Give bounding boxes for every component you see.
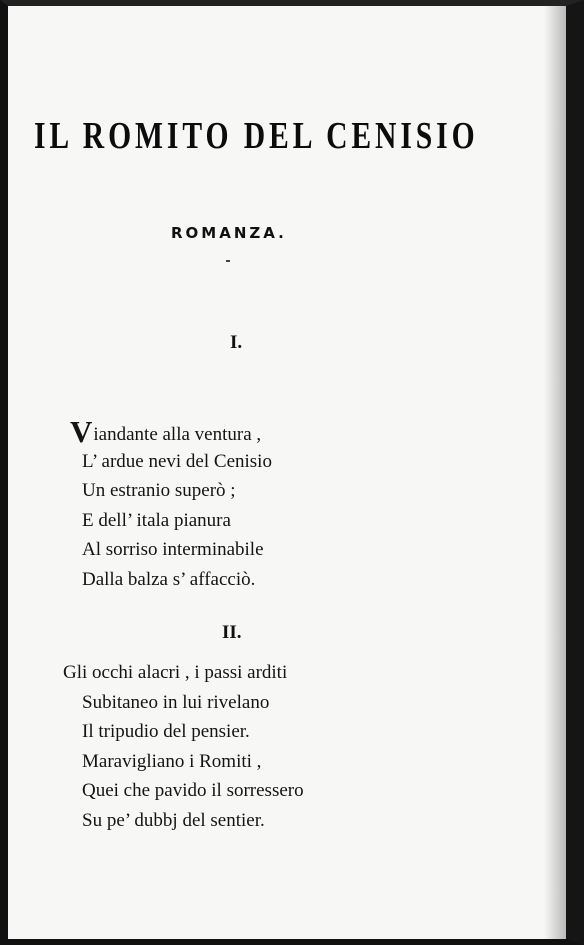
- verse-line: Gli occhi alacri , i passi arditi: [63, 662, 288, 683]
- verse-line: Un estranio superò ;: [82, 480, 236, 501]
- verse-line: [8, 414, 272, 449]
- verse-line: Subitaneo in lui rivelano: [82, 691, 270, 713]
- verse-line: L’ ardue nevi del Cenisio: [82, 450, 272, 472]
- drop-cap-letter: V: [70, 414, 93, 449]
- verse-line: Al sorriso interminabile: [82, 539, 264, 560]
- ink-speck: [226, 260, 230, 262]
- verse-line: Quei che pavido il sorressero: [82, 780, 304, 801]
- stanza-1: [8, 414, 272, 594]
- page-edge-shadow: [544, 6, 566, 939]
- verse-line: E dell’ itala pianura: [82, 509, 231, 531]
- stanza-2: [8, 658, 304, 835]
- verse-line: Il tripudio del pensier.: [82, 721, 250, 742]
- poem-title: IL ROMITO DEL CENISIO: [34, 115, 479, 157]
- stanza-numeral-1: I.: [230, 332, 243, 353]
- verse-line-text: iandante alla ventura ,: [93, 424, 262, 445]
- verse-line: Dalla balza s’ affacciò.: [82, 568, 256, 590]
- verse-line: Maravigliano i Romiti ,: [82, 750, 262, 772]
- poem-subtitle: ROMANZA.: [171, 224, 287, 242]
- verse-line: Su pe’ dubbj del sentier.: [82, 809, 265, 831]
- page-content: [8, 6, 566, 939]
- stanza-numeral-2: II.: [222, 622, 242, 643]
